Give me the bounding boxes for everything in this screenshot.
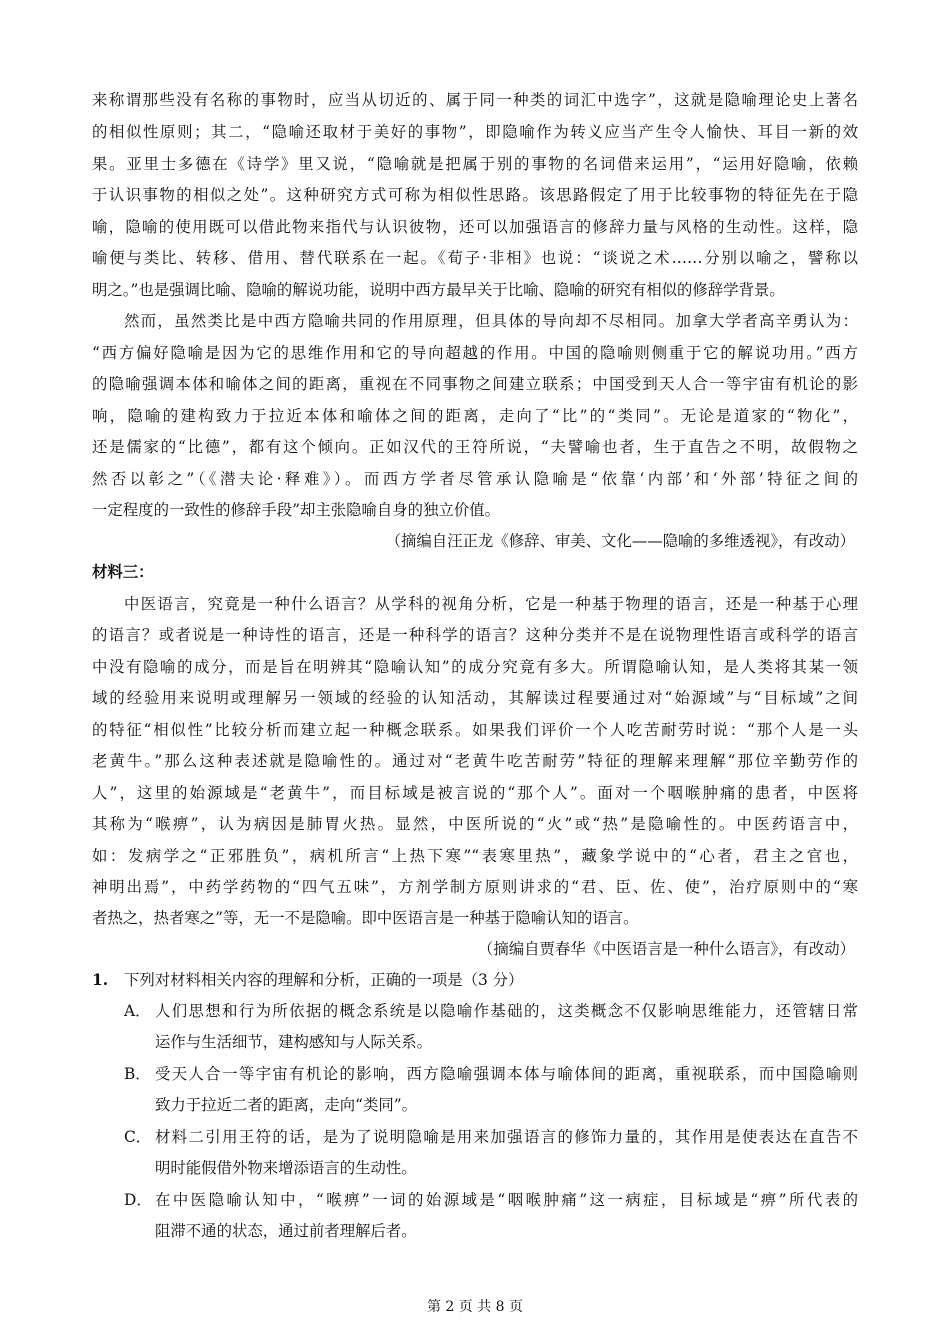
option-d-text: 阻滞不通的状态，通过前者理解后者。 bbox=[155, 1222, 417, 1240]
paragraph3-line: 中没有隐喻的成分，而是旨在明辨其“隐喻认知”的成分究竟有多大。所谓隐喻认知，是人类将其某一领 bbox=[92, 658, 858, 676]
option-d-letter: D． bbox=[124, 1191, 152, 1209]
paragraph3-line: 的语言？或者说是一种诗性的语言，还是一种科学的语言？这种分类并不是在说物理性语言或科学的语言 bbox=[92, 626, 858, 644]
paragraph2-line: 还是儒家的“比德”，都有这个倾向。正如汉代的王符所说，“夫譬喻也者，生于直告之不明，故假物之 bbox=[92, 438, 858, 456]
paragraph1-line: 果。亚里士多德在《诗学》里又说，“隐喻就是把属于别的事物的名词借来运用”，“运用好隐喻，依赖 bbox=[92, 155, 858, 173]
option-b-letter: B． bbox=[124, 1065, 151, 1083]
question-stem: 下列对材料相关内容的理解和分析，正确的一项是（3 分） bbox=[124, 971, 524, 989]
paragraph1-line: 喻便与类比、转移、借用、替代联系在一起。《荀子·非相》也说：“谈说之术……分别以喻之，譬称以 bbox=[92, 249, 858, 267]
paragraph1-line: 喻，隐喻的使用既可以借此物来指代与认识彼物，还可以加强语言的修辞力量与风格的生动性。这样，隐 bbox=[92, 218, 858, 236]
option-a-letter: A． bbox=[124, 1002, 151, 1020]
paragraph2-line: 响，隐喻的建构致力于拉近本体和喻体之间的距离，走向了“比”的“类同”。无论是道家的“物化”， bbox=[92, 407, 858, 425]
paragraph3-line: 神明出焉”，中药学药物的“四气五味”，方剂学制方原则讲求的“君、臣、佐、使”，治疗原则中的“寒 bbox=[92, 878, 858, 896]
option-d-text: 在中医隐喻认知中，“喉痹”一词的始源域是“咽喉肿痛”这一病症，目标域是“痹”所代表的 bbox=[155, 1191, 858, 1209]
paragraph1-line: 明之。”也是强调比喻、隐喻的解说功能，说明中西方最早关于比喻、隐喻的研究有相似的修辞学背景。 bbox=[92, 281, 785, 299]
paragraph2-line: 的隐喻强调本体和喻体之间的距离，重视在不同事物之间建立联系；中国受到天人合一等宇宙有机论的影 bbox=[92, 375, 858, 393]
option-a-text: 人们思想和行为所依据的概念系统是以隐喻作基础的，这类概念不仅影响思维能力，还管辖日常 bbox=[155, 1002, 858, 1020]
paragraph1-line: 于认识事物的相似之处”。这种研究方式可称为相似性思路。该思路假定了用于比较事物的特征先在于隐 bbox=[92, 186, 858, 204]
paragraph3-line: 老黄牛。”那么这种表述就是隐喻性的。通过对“老黄牛吃苦耐劳”特征的理解来理解“那位辛勤劳作的 bbox=[92, 752, 858, 770]
option-b-text: 致力于拉近二者的距离，走向“类同”。 bbox=[155, 1096, 417, 1114]
material3-heading: 材料三： bbox=[92, 563, 154, 581]
option-c-letter: C． bbox=[124, 1128, 152, 1146]
paragraph2-line: 一定程度的一致性的修辞手段”却主张隐喻自身的独立价值。 bbox=[92, 501, 501, 519]
paragraph3-line: 中医语言，究竟是一种什么语言？从学科的视角分析，它是一种基于物理的语言，还是一种基于心理 bbox=[124, 595, 858, 613]
paragraph3-line: 域的经验用来说明或理解另一领域的经验的认知活动，其解读过程要通过对“始源域”与“目标域”之间 bbox=[92, 689, 858, 707]
option-b-text: 受天人合一等宇宙有机论的影响，西方隐喻强调本体与喻体间的距离，重视联系，而中国隐喻则 bbox=[155, 1065, 858, 1083]
page-footer: 第 2 页 共 8 页 bbox=[426, 1299, 524, 1315]
option-a-text: 运作与生活细节，建构感知与人际关系。 bbox=[155, 1033, 433, 1051]
paragraph2-line: 然而，虽然类比是中西方隐喻共同的作用原理，但具体的导向却不尽相同。加拿大学者高辛勇认为： bbox=[124, 312, 858, 330]
paragraph2-line: “西方偏好隐喻是因为它的思维作用和它的导向超越的作用。中国的隐喻则侧重于它的解说功用。”西方 bbox=[92, 344, 858, 362]
option-c-text: 材料二引用王符的话，是为了说明隐喻是用来加强语言的修饰力量的，其作用是使表达在直告不 bbox=[155, 1128, 858, 1146]
paragraph3-line: 如：发病学之“正邪胜负”，病机所言“上热下寒”“表寒里热”，藏象学说中的“心者，君主之官也， bbox=[92, 847, 858, 865]
paragraph1-line: 的相似性原则；其二，“隐喻还取材于美好的事物”，即隐喻作为转义应当产生令人愉快、耳目一新的效 bbox=[92, 123, 858, 141]
paragraph2-line: 然否以彰之”（《潜夫论·释难》）。而西方学者尽管承认隐喻是“依靠‘内部’和‘外部’特征之间的 bbox=[92, 470, 858, 488]
paragraph3-line: 人”，这里的始源域是“老黄牛”，而目标域是被言说的“那个人”。面对一个咽喉肿痛的患者，中医将 bbox=[92, 784, 858, 802]
paragraph3-line: 的特征“相似性”比较分析而建立起一种概念联系。如果我们评价一个人吃苦耐劳时说：“那个人是一头 bbox=[92, 721, 858, 739]
paragraph3-line: 者热之，热者寒之”等，无一不是隐喻。即中医语言是一种基于隐喻认知的语言。 bbox=[92, 909, 639, 927]
question-number: 1. bbox=[92, 971, 109, 989]
option-c-text: 明时能假借外物来增添语言的生动性。 bbox=[155, 1159, 417, 1177]
source-citation-3: （摘编自贾春华《中医语言是一种什么语言》，有改动） bbox=[477, 940, 855, 958]
paragraph1-line: 来称谓那些没有名称的事物时，应当从切近的、属于同一种类的词汇中选字”，这就是隐喻理论史上著名 bbox=[92, 91, 858, 109]
source-citation-2: （摘编自汪正龙《修辞、审美、文化——隐喻的多维透视》，有改动） bbox=[385, 532, 855, 550]
paragraph3-line: 其称为“喉痹”，认为病因是肺胃火热。显然，中医所说的“火”或“热”是隐喻性的。中医药语言中， bbox=[92, 815, 858, 833]
